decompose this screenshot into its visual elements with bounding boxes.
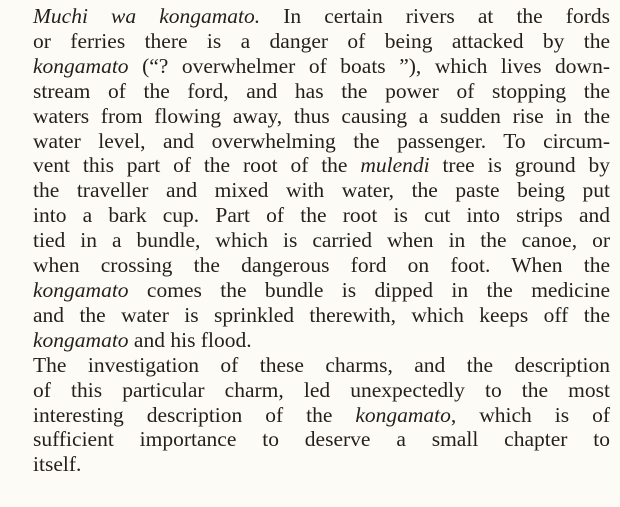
italic-term: mulendi — [360, 153, 430, 178]
text-line: kongamato (“? overwhelmer of boats ”), which lives down- — [33, 53, 610, 78]
text-line: into a bark cup. Part of the root is cut into strips and — [33, 203, 610, 228]
heading-italic: Muchi wa kongamato. — [33, 4, 261, 28]
text-line: sufficient importance to deserve a small chapter to — [33, 427, 610, 452]
text-line: or ferries there is a danger of being attacked by the — [33, 28, 610, 53]
text-line: when crossing the dangerous ford on foot. When the — [33, 253, 610, 278]
text-line: the traveller and mixed with water, the paste being put — [33, 178, 610, 203]
paragraph-muchi-wa-kongamato — [6, 4, 610, 353]
paragraph-investigation — [6, 353, 610, 478]
italic-term: kongamato — [355, 402, 451, 427]
text-line: waters from flowing away, thus causing a sudden rise in the — [33, 103, 610, 128]
text-line: stream of the ford, and has the power of stopping the — [33, 78, 610, 103]
text-line: and the water is sprinkled therewith, which keeps off the — [33, 302, 610, 327]
text-line: itself. — [33, 452, 82, 477]
text-line: water level, and overwhelming the passenger. To circum- — [33, 128, 610, 153]
text-line: The investigation of these charms, and the description — [33, 352, 610, 377]
italic-term: kongamato — [33, 327, 129, 352]
text-line: tied in a bundle, which is carried when in the canoe, or — [33, 228, 610, 253]
text-line: kongamato comes the bundle is dipped in the medicine — [33, 277, 610, 302]
text-line: interesting description of the kongamato, which is of — [33, 402, 610, 427]
text-line: of this particular charm, led unexpectedly to the most — [33, 377, 610, 402]
text-line: Muchi wa kongamato. In certain rivers at the fords — [33, 4, 610, 28]
text-line: vent this part of the root of the mulendi tree is ground by — [33, 153, 610, 178]
italic-term: kongamato — [33, 277, 129, 302]
text-line: kongamato and his flood. — [33, 327, 252, 352]
italic-term: kongamato — [33, 53, 129, 78]
